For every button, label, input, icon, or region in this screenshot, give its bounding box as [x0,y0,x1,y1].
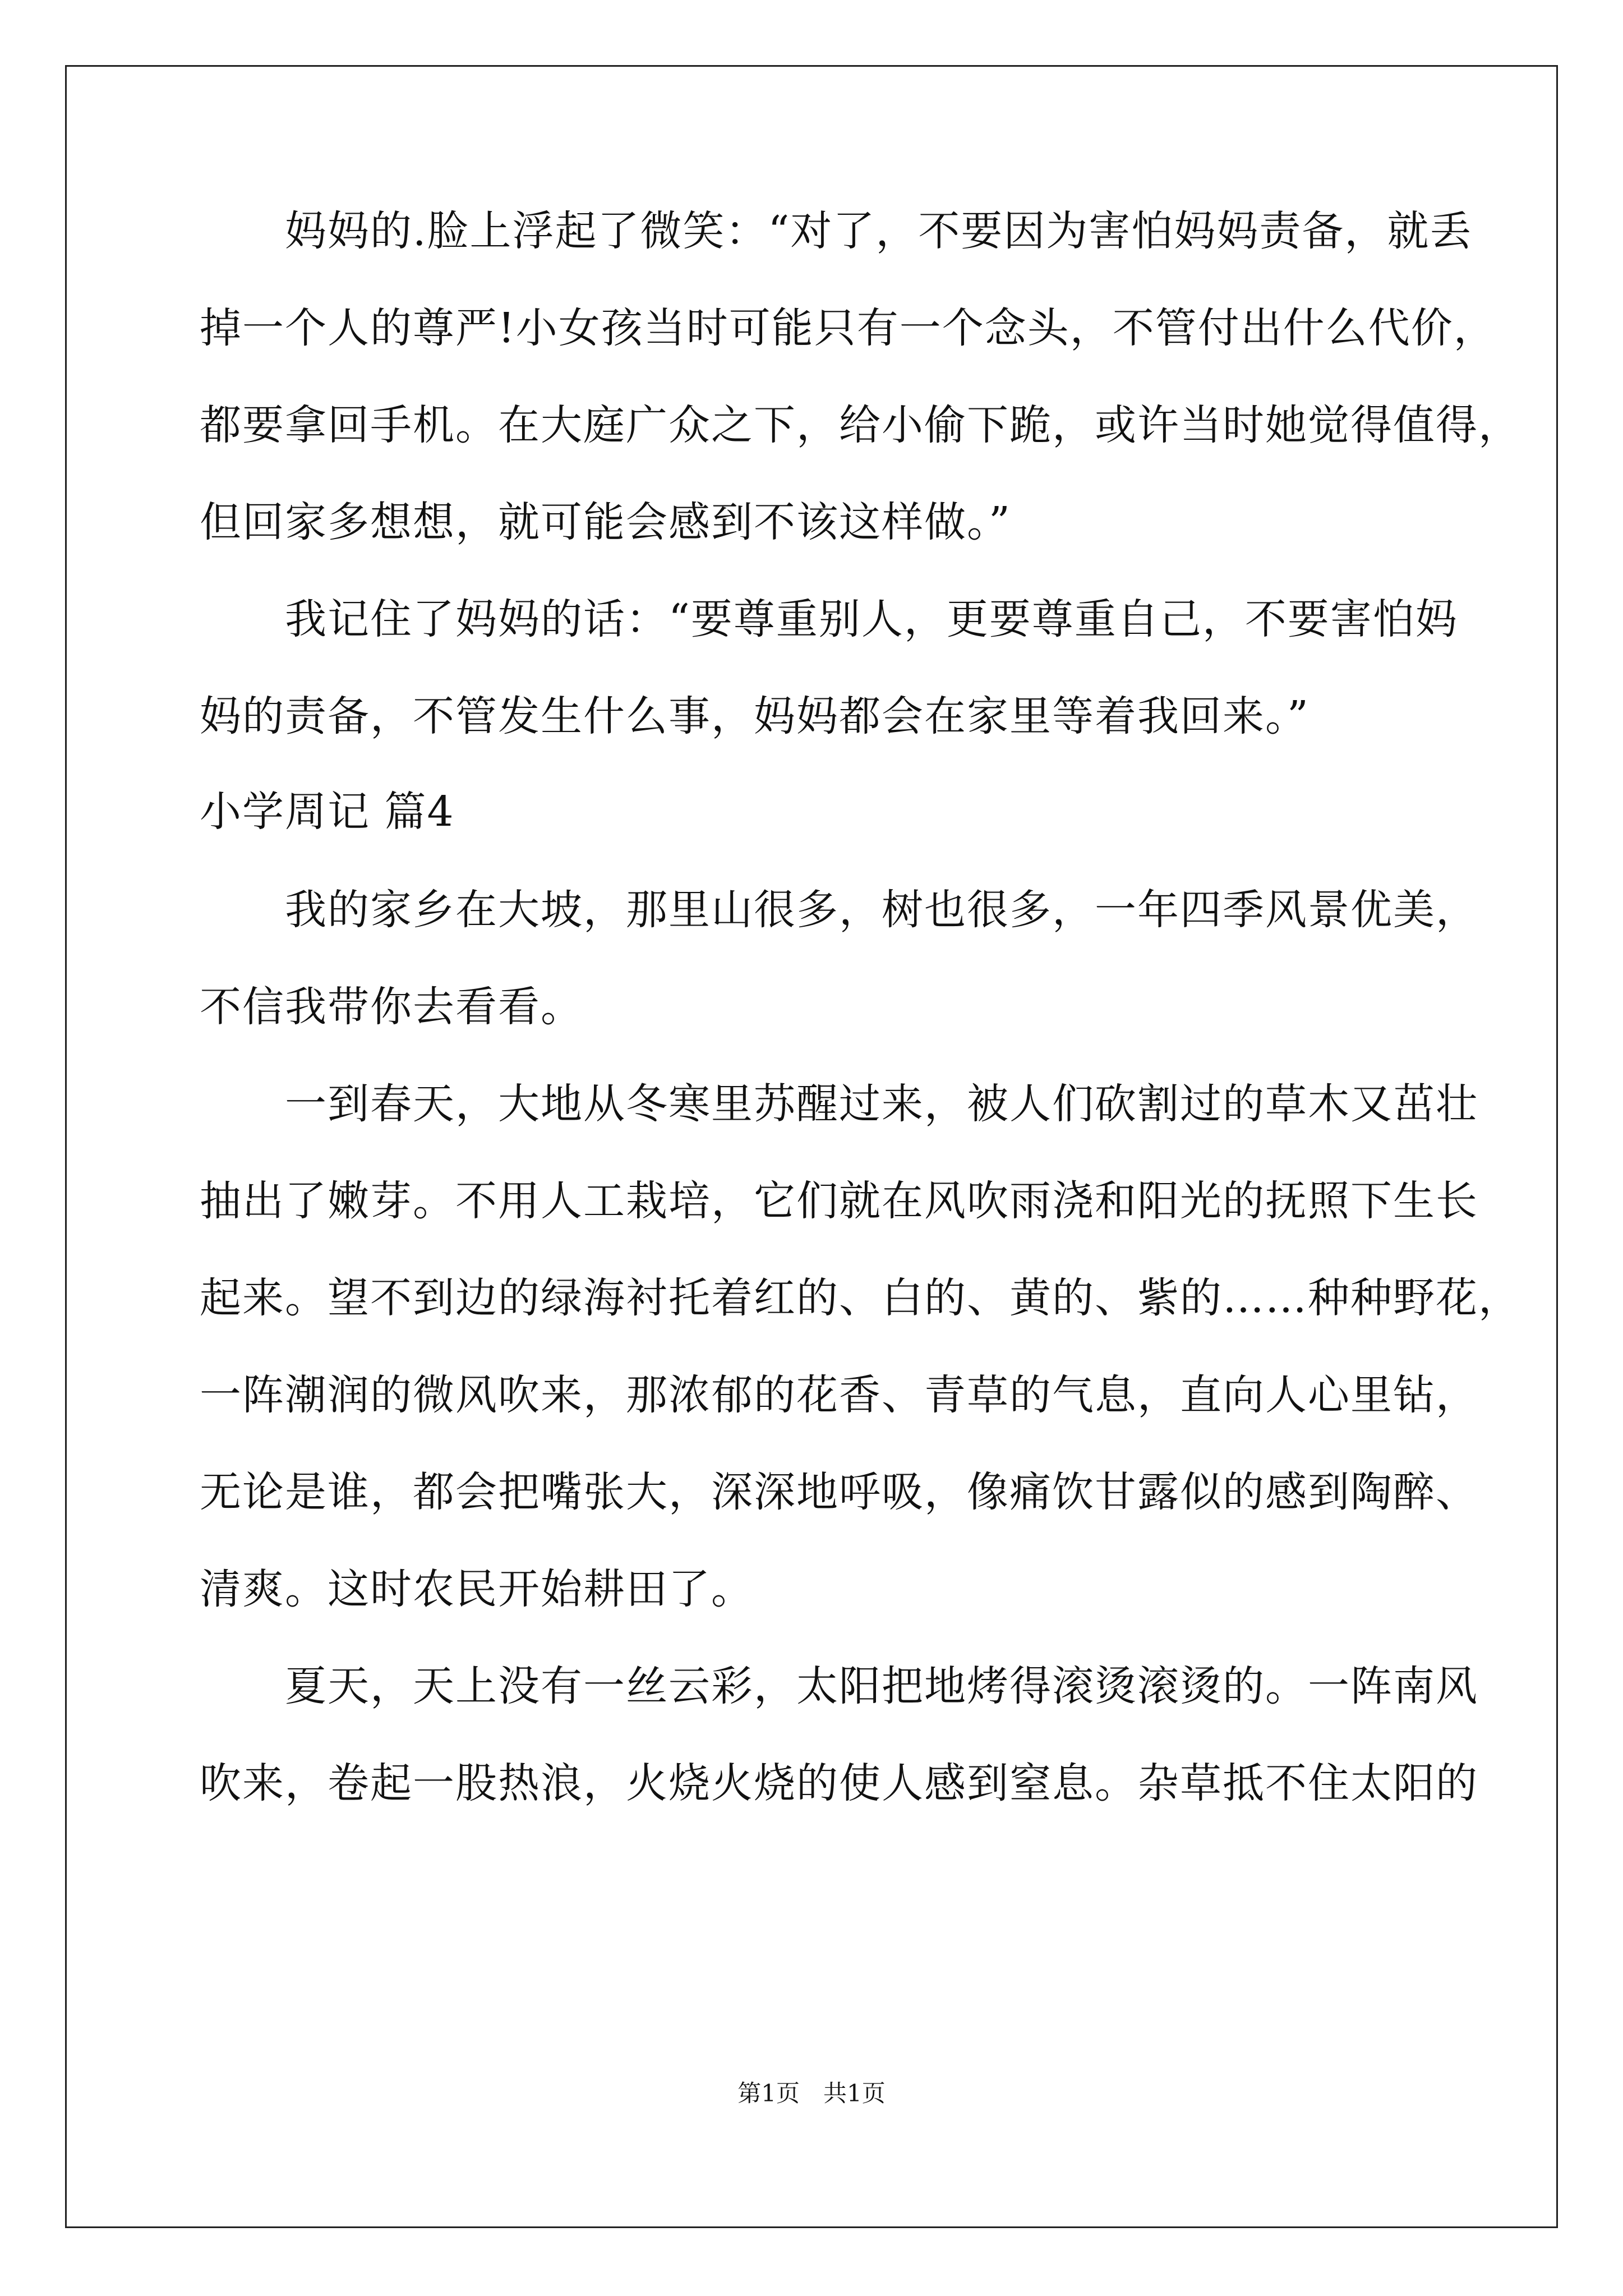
paragraph-line: 无论是谁，都会把嘴张大，深深地呼吸，像痛饮甘露似的感到陶醉、 [200,1468,1478,1516]
paragraph-line: 掉一个人的尊严!小女孩当时可能只有一个念头，不管付出什么代价， [200,304,1496,352]
paragraph-line: 不信我带你去看看。 [200,983,583,1031]
paragraph-line: 抽出了嫩芽。不用人工栽培，它们就在风吹雨浇和阳光的抚照下生长 [200,1177,1478,1225]
paragraph-line: 都要拿回手机。在大庭广众之下，给小偷下跪，或许当时她觉得值得， [200,401,1521,449]
paragraph-line: 吹来，卷起一股热浪，火烧火烧的使人感到窒息。杂草抵不住太阳的 [200,1759,1478,1807]
paragraph-line: 一阵潮润的微风吹来，那浓郁的花香、青草的气息，直向人心里钻， [200,1371,1478,1419]
paragraph-line: 一到春天，大地从冬寒里苏醒过来，被人们砍割过的草木又茁壮 [200,1080,1478,1128]
paragraph-line: 但回家多想想，就可能会感到不该这样做。” [200,498,1011,546]
page-footer: 第1页 共1页 [737,2079,886,2107]
paragraph-line: 清爽。这时农民开始耕田了。 [200,1565,754,1613]
paragraph-line: 妈的责备，不管发生什么事，妈妈都会在家里等着我回来。” [200,692,1310,740]
paragraph-line: 妈妈的.脸上浮起了微笑：“对了，不要因为害怕妈妈责备，就丢 [200,207,1473,255]
paragraph-line: 我的家乡在大坡，那里山很多，树也很多，一年四季风景优美， [200,886,1478,934]
paragraph-line: 我记住了妈妈的话：“要尊重别人，更要尊重自己，不要害怕妈 [200,595,1458,643]
paragraph-line: 夏天，天上没有一丝云彩，太阳把地烤得滚烫滚烫的。一阵南风 [200,1662,1478,1710]
section-heading: 小学周记 篇4 [200,788,455,836]
page-border [65,65,1558,2228]
paragraph-line: 起来。望不到边的绿海衬托着红的、白的、黄的、紫的……种种野花， [200,1274,1521,1322]
